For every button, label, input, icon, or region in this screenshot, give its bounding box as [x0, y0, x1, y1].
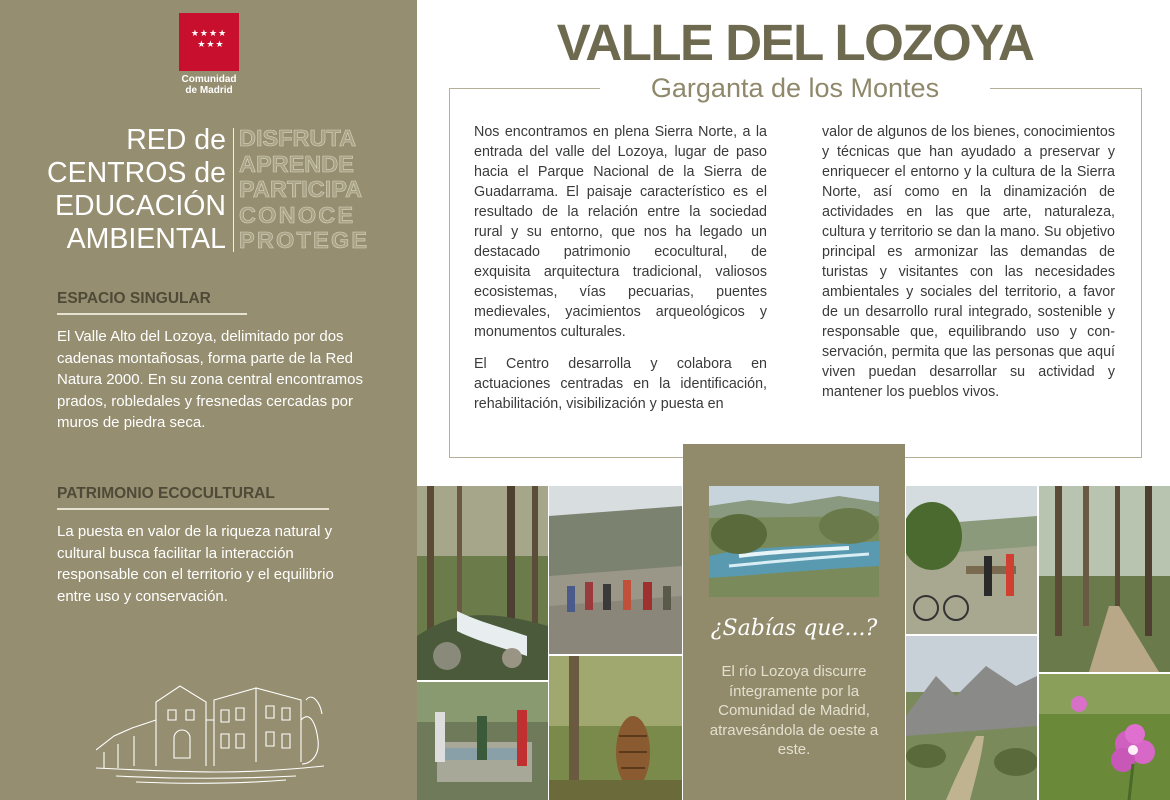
- photo-pine-cone: [549, 656, 682, 800]
- verb: PROTEGE: [239, 227, 370, 253]
- body-paragraph: Nos encontramos en plena Sierra Norte, a la entrada del valle del Lozoya, lugar de paso hacia el Parque Nacional de la Sierra de Guadarrama. El paisaje característico es el resultado de la relación entre la sociedad rural y su entorno, que nos ha legado un destacado patrimonio ecocultural, de exquisita arquitectura tradicional, valiosos ecosistemas, vías pecuarias, puentes medievales, yacimientos arqueológicos y monumentos culturales.: [474, 124, 767, 340]
- photo-mountain-trail: [906, 636, 1037, 800]
- network-title: [40, 124, 226, 256]
- body-column-1: [474, 122, 767, 414]
- logo-text: [160, 74, 258, 96]
- section-heading-patrimonio: PATRIMONIO ECOCULTURAL: [57, 485, 275, 502]
- page-title: VALLE DEL LOZOYA: [556, 14, 1034, 71]
- body-column-2: [822, 122, 1115, 402]
- section-text-patrimonio: La puesta en valor de la riqueza natural y cultural busca facilitar la interacción responsable con el territorio y el equilibrio entre uso y conservación.: [57, 523, 334, 605]
- photo-river-lozoya: [709, 486, 879, 597]
- building-line-drawing: [96, 680, 324, 784]
- section-rule: [57, 508, 329, 510]
- section-rule: [57, 313, 247, 315]
- network-title-line: RED de: [126, 124, 226, 156]
- verb: PARTICIPA: [239, 176, 363, 202]
- did-you-know-heading: ¿Sabías que...?: [710, 616, 878, 641]
- body-paragraph: El Centro desarrolla y colabora en actuaciones centradas en la identificación, rehabilitación, visibilización y puesta en: [474, 356, 767, 412]
- logo-text-line2: de Madrid: [185, 85, 233, 96]
- network-title-line: AMBIENTAL: [66, 223, 226, 255]
- logo-text-line1: Comunidad: [181, 74, 237, 85]
- did-you-know-text: El río Lozoya discurre íntegramente por la Comunidad de Madrid, atravesándola de oeste a este.: [709, 663, 879, 758]
- verb: DISFRUTA: [239, 125, 357, 151]
- network-title-line: EDUCACIÓN: [54, 190, 226, 222]
- section-heading-espacio: ESPACIO SINGULAR: [57, 290, 211, 307]
- photo-forest-stream: [417, 486, 548, 680]
- network-verbs: [239, 126, 369, 254]
- photo-fountain: [417, 682, 548, 800]
- title-divider: [233, 128, 234, 252]
- section-text-espacio: El Valle Alto del Lozoya, delimitado por dos cadenas montañosas, forma parte de la Red Natura 2000. En su zona central encontramos prados, robledales y fresnedas cercadas por muros de piedra seca.: [57, 328, 364, 432]
- photo-cyclists: [906, 486, 1037, 634]
- page-subtitle: Garganta de los Montes: [600, 72, 990, 104]
- verb: APRENDE: [239, 150, 354, 177]
- photo-forest-path: [1039, 486, 1170, 672]
- photo-hikers-rocks: [549, 486, 682, 654]
- left-panel: [0, 0, 417, 800]
- body-paragraph: valor de algunos de los bienes, conocimientos y técnicas que han ayudado a preservar y enriquecer el entorno y la cultura de la Sierra Norte, así como en la dinamización de actividades en las que arte, naturaleza, cultura y territorio se dan la mano. Su objetivo principal es armonizar las demandas de turistas y visitantes con las necesidades ambientales y sociales del territorio, a favor de un desarrollo rural integrado, sostenible y responsable que, equilibrando uso y conservación, permita que las personas que aquí viven puedan desarrollar su actividad y mantener los pueblos vivos.: [822, 124, 1115, 400]
- verb: CONOCE: [239, 201, 356, 228]
- photo-pink-flower: [1039, 674, 1170, 800]
- logo-stars-icon: ★★★★ ★★★: [190, 29, 228, 50]
- comunidad-madrid-logo: [179, 13, 239, 71]
- network-title-line: CENTROS de: [47, 157, 226, 189]
